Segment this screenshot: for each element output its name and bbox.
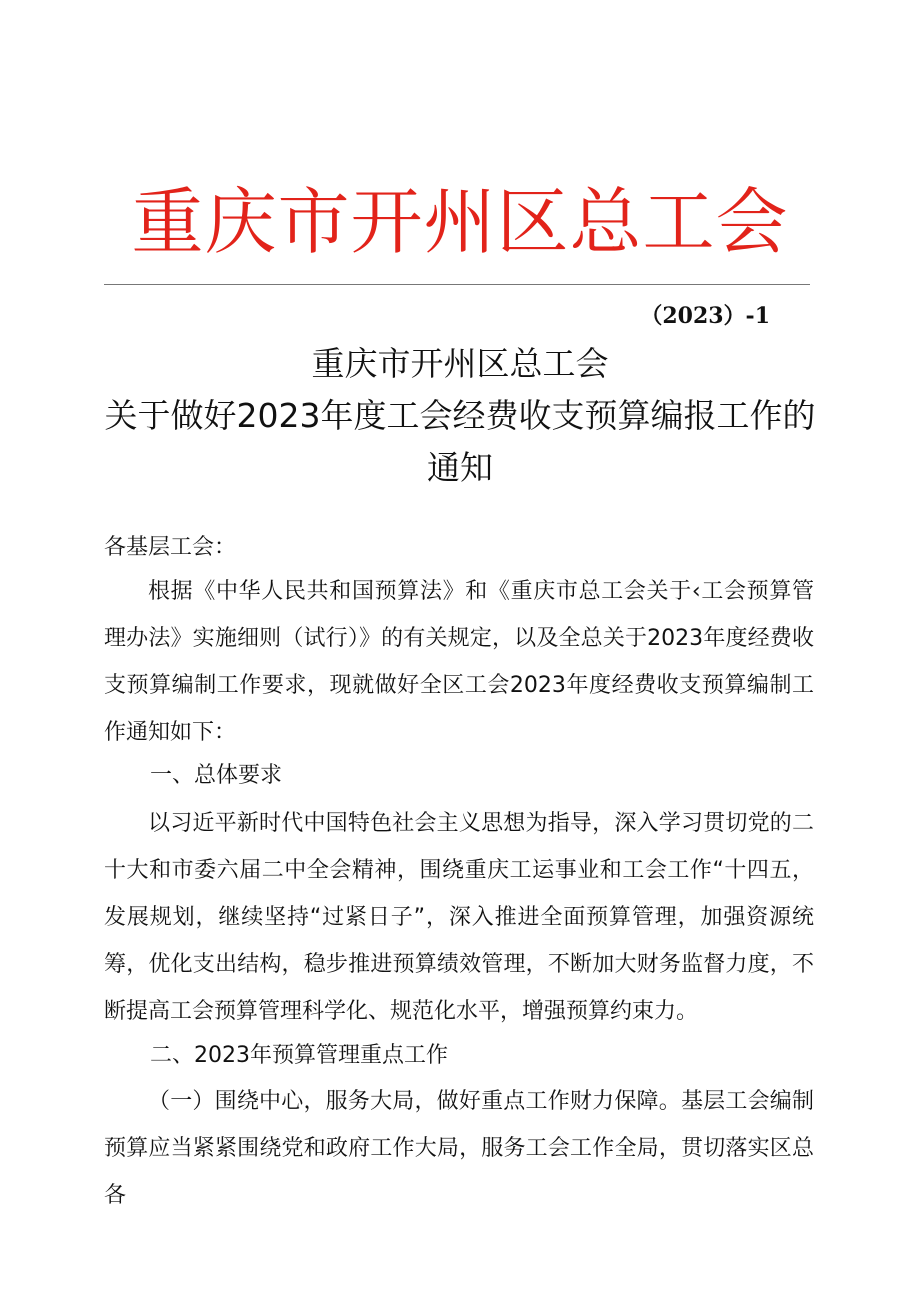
document-title	[60, 338, 860, 494]
salutation: 各基层工会：	[104, 535, 237, 560]
section-heading-1: 一、总体要求	[150, 763, 283, 788]
title-line-3: 通知	[427, 448, 493, 487]
organization-masthead: 重庆市开州区总工会	[131, 180, 789, 264]
title-line-1: 重庆市开州区总工会	[311, 344, 609, 383]
header-divider	[104, 284, 810, 285]
paragraph-intro: 根据《中华人民共和国预算法》和《重庆市总工会关于‹工会预算管理办法》实施细则（试行）》的有关规定，以及全总关于2023年度经费收支预算编制工作要求，现就做好全区工会2023年度经费收支预算编制工作通知如下：	[104, 579, 814, 745]
paragraph-general-requirements: 以习近平新时代中国特色社会主义思想为指导，深入学习贯切党的二十大和市委六届二中全会精神，围绕重庆工运事业和工会工作“十四五，发展规划，继续坚持“过紧日子”，深入推进全面预算管理，加强资源统筹，优化支出结构，稳步推进预算绩效管理，不断加大财务监督力度，不断提高工会预算管理科学化、规范化水平，增强预算约束力。	[104, 811, 814, 1024]
document-number: （2023）-1	[640, 303, 770, 329]
title-line-2: 关于做好2023年度工会经费收支预算编报工作的	[104, 396, 816, 435]
section-heading-2: 二、2023年预算管理重点工作	[150, 1043, 448, 1068]
paragraph-key-work-1: （一）围绕中心，服务大局，做好重点工作财力保障。基层工会编制预算应当紧紧围绕党和政府工作大局，服务工会工作全局，贯切落实区总各	[104, 1089, 814, 1208]
